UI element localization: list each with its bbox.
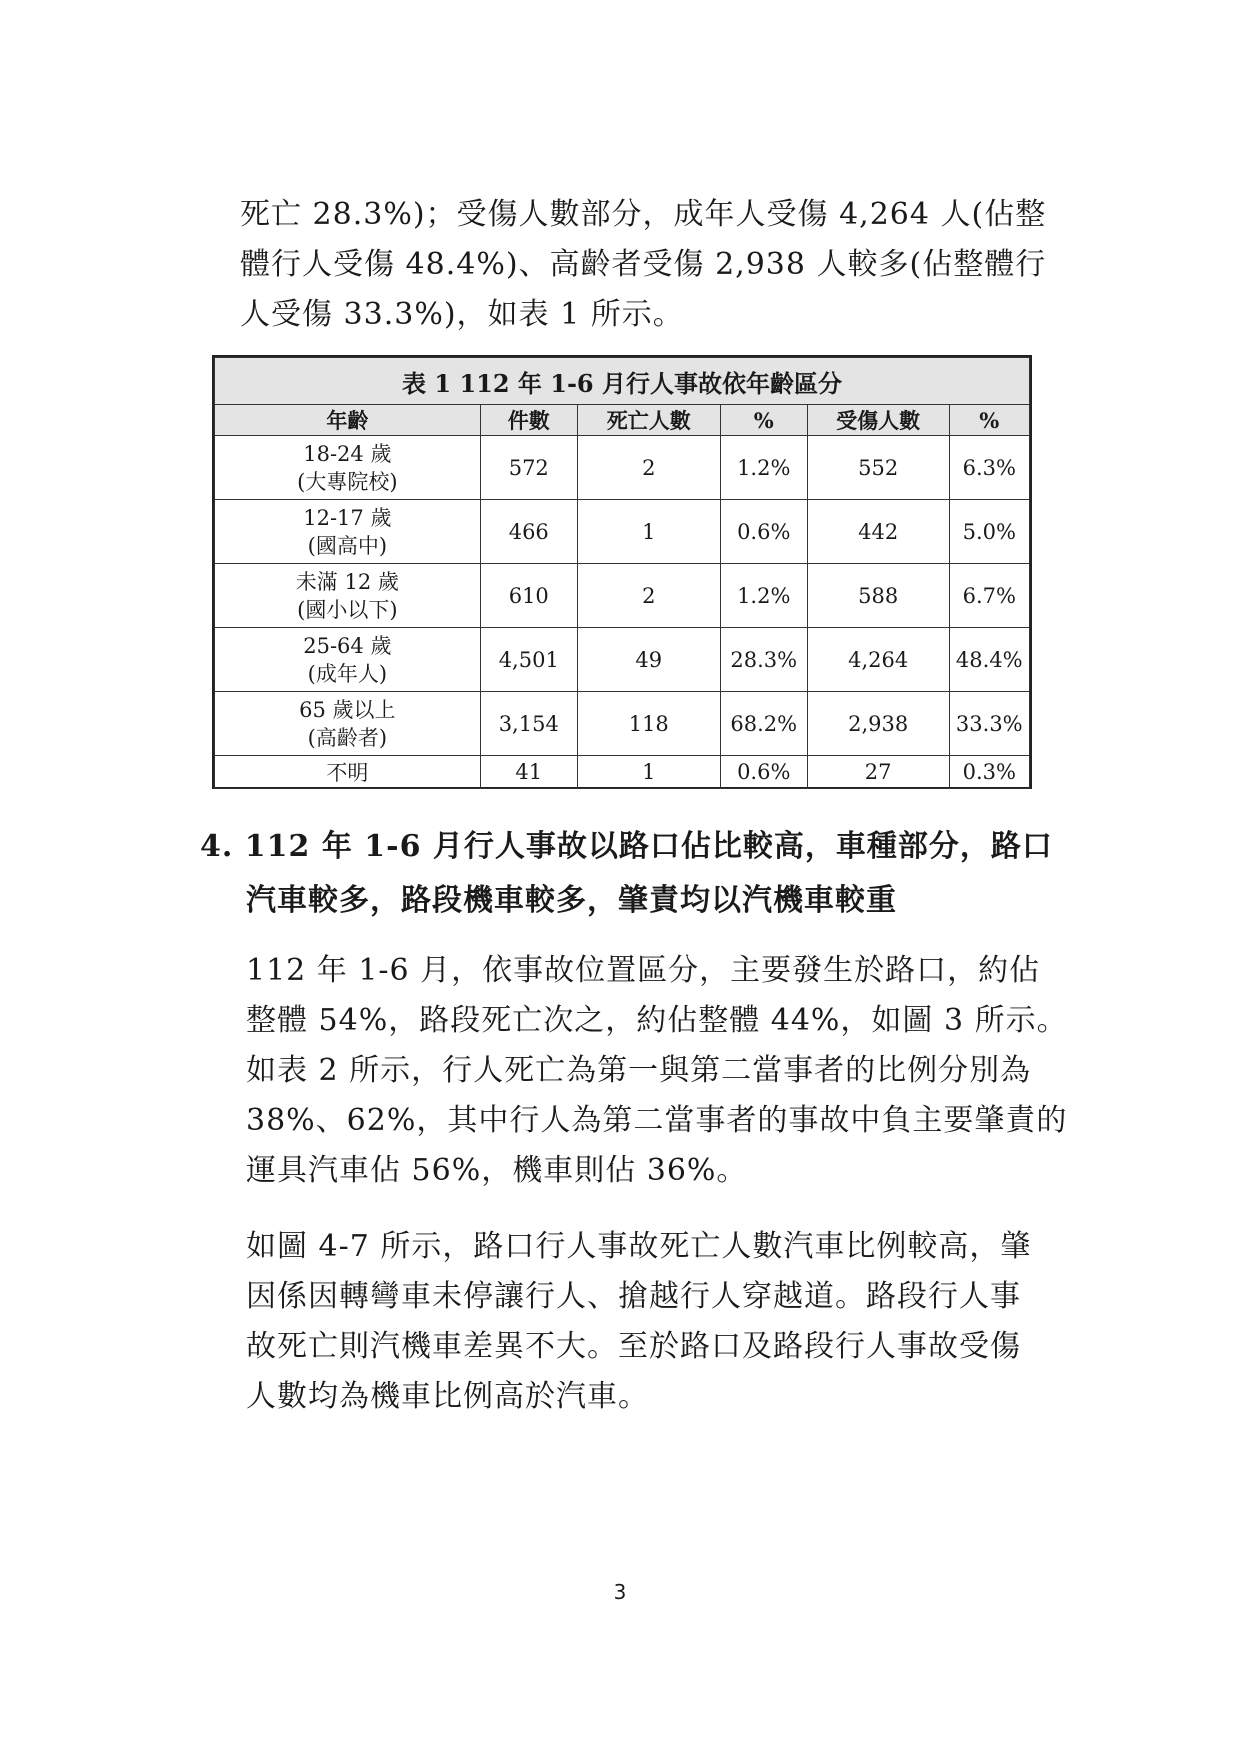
table-row: [215, 756, 1030, 789]
heading-line: 4. 112 年 1-6 月行人事故以路口佔比較高，車種部分，路口: [200, 829, 1053, 864]
age-note: (高齡者): [307, 725, 388, 750]
body-line: 38%、62%，其中行人為第二當事者的事故中負主要肇責的: [246, 1103, 1068, 1138]
age-label: 未滿 12 歲: [295, 569, 399, 594]
column-header: %: [949, 405, 1029, 436]
column-header: 件數: [480, 405, 577, 436]
deaths-cell: 118: [577, 692, 720, 756]
page-number: 3: [613, 1580, 627, 1604]
injuries-cell: 588: [807, 564, 949, 628]
injury-pct-cell: 33.3%: [949, 692, 1029, 756]
heading-line: 汽車較多，路段機車較多，肇責均以汽機車較重: [246, 883, 897, 918]
age-note: (國小以下): [297, 597, 398, 622]
cases-cell: 4,501: [480, 628, 577, 692]
body-line: 如圖 4-7 所示，路口行人事故死亡人數汽車比例較高，肇: [246, 1229, 1032, 1264]
age-cell: 不明: [215, 756, 481, 789]
table-1: [212, 355, 1032, 789]
table-header-row: [215, 405, 1030, 436]
injuries-cell: 442: [807, 500, 949, 564]
cases-cell: 466: [480, 500, 577, 564]
cases-cell: 41: [480, 756, 577, 789]
age-label: 12-17 歲: [303, 505, 392, 530]
body-line: 112 年 1-6 月，依事故位置區分，主要發生於路口，約佔: [246, 953, 1041, 988]
table-row: [215, 564, 1030, 628]
injury-pct-cell: 48.4%: [949, 628, 1029, 692]
death-pct-cell: 68.2%: [720, 692, 807, 756]
age-note: (國高中): [307, 533, 388, 558]
death-pct-cell: 0.6%: [720, 756, 807, 789]
column-header: 受傷人數: [807, 405, 949, 436]
death-pct-cell: 1.2%: [720, 436, 807, 500]
injury-pct-cell: 0.3%: [949, 756, 1029, 789]
age-note: (大專院校): [297, 469, 398, 494]
death-pct-cell: 1.2%: [720, 564, 807, 628]
body-line: 運具汽車佔 56%，機車則佔 36%。: [246, 1153, 748, 1188]
table-row: [215, 500, 1030, 564]
intro-line: 死亡 28.3%)；受傷人數部分，成年人受傷 4,264 人(佔整: [240, 197, 1047, 232]
deaths-cell: 2: [577, 564, 720, 628]
column-header: 年齡: [215, 405, 481, 436]
intro-paragraph: [240, 190, 1046, 340]
injury-pct-cell: 5.0%: [949, 500, 1029, 564]
column-header: 死亡人數: [577, 405, 720, 436]
body-paragraph-1: [246, 946, 1068, 1196]
table-row: [215, 692, 1030, 756]
age-table: [214, 357, 1030, 789]
age-cell: [215, 628, 481, 692]
table-caption: 表 1 112 年 1-6 月行人事故依年齡區分: [215, 358, 1030, 405]
deaths-cell: 1: [577, 756, 720, 789]
body-line: 因係因轉彎車未停讓行人、搶越行人穿越道。路段行人事: [246, 1279, 1021, 1314]
body-line: 人數均為機車比例高於汽車。: [246, 1379, 649, 1414]
injury-pct-cell: 6.7%: [949, 564, 1029, 628]
table-row: [215, 436, 1030, 500]
age-cell: [215, 436, 481, 500]
age-label: 65 歲以上: [299, 697, 396, 722]
intro-line: 體行人受傷 48.4%)、高齡者受傷 2,938 人較多(佔整體行: [240, 247, 1047, 282]
age-cell: [215, 564, 481, 628]
deaths-cell: 2: [577, 436, 720, 500]
body-line: 故死亡則汽機車差異不大。至於路口及路段行人事故受傷: [246, 1329, 1021, 1364]
body-line: 如表 2 所示，行人死亡為第一與第二當事者的比例分別為: [246, 1053, 1032, 1088]
age-label: 18-24 歲: [303, 441, 392, 466]
injuries-cell: 4,264: [807, 628, 949, 692]
deaths-cell: 1: [577, 500, 720, 564]
table-row: [215, 628, 1030, 692]
injury-pct-cell: 6.3%: [949, 436, 1029, 500]
cases-cell: 610: [480, 564, 577, 628]
death-pct-cell: 0.6%: [720, 500, 807, 564]
column-header: %: [720, 405, 807, 436]
age-label: 25-64 歲: [303, 633, 392, 658]
injuries-cell: 27: [807, 756, 949, 789]
section-4-heading: [200, 820, 1053, 928]
death-pct-cell: 28.3%: [720, 628, 807, 692]
age-cell: [215, 692, 481, 756]
body-line: 整體 54%，路段死亡次之，約佔整體 44%，如圖 3 所示。: [246, 1003, 1068, 1038]
intro-line: 人受傷 33.3%)，如表 1 所示。: [240, 297, 684, 332]
age-cell: [215, 500, 481, 564]
injuries-cell: 552: [807, 436, 949, 500]
injuries-cell: 2,938: [807, 692, 949, 756]
deaths-cell: 49: [577, 628, 720, 692]
body-paragraph-2: [246, 1222, 1031, 1422]
cases-cell: 3,154: [480, 692, 577, 756]
cases-cell: 572: [480, 436, 577, 500]
age-note: (成年人): [307, 661, 388, 686]
